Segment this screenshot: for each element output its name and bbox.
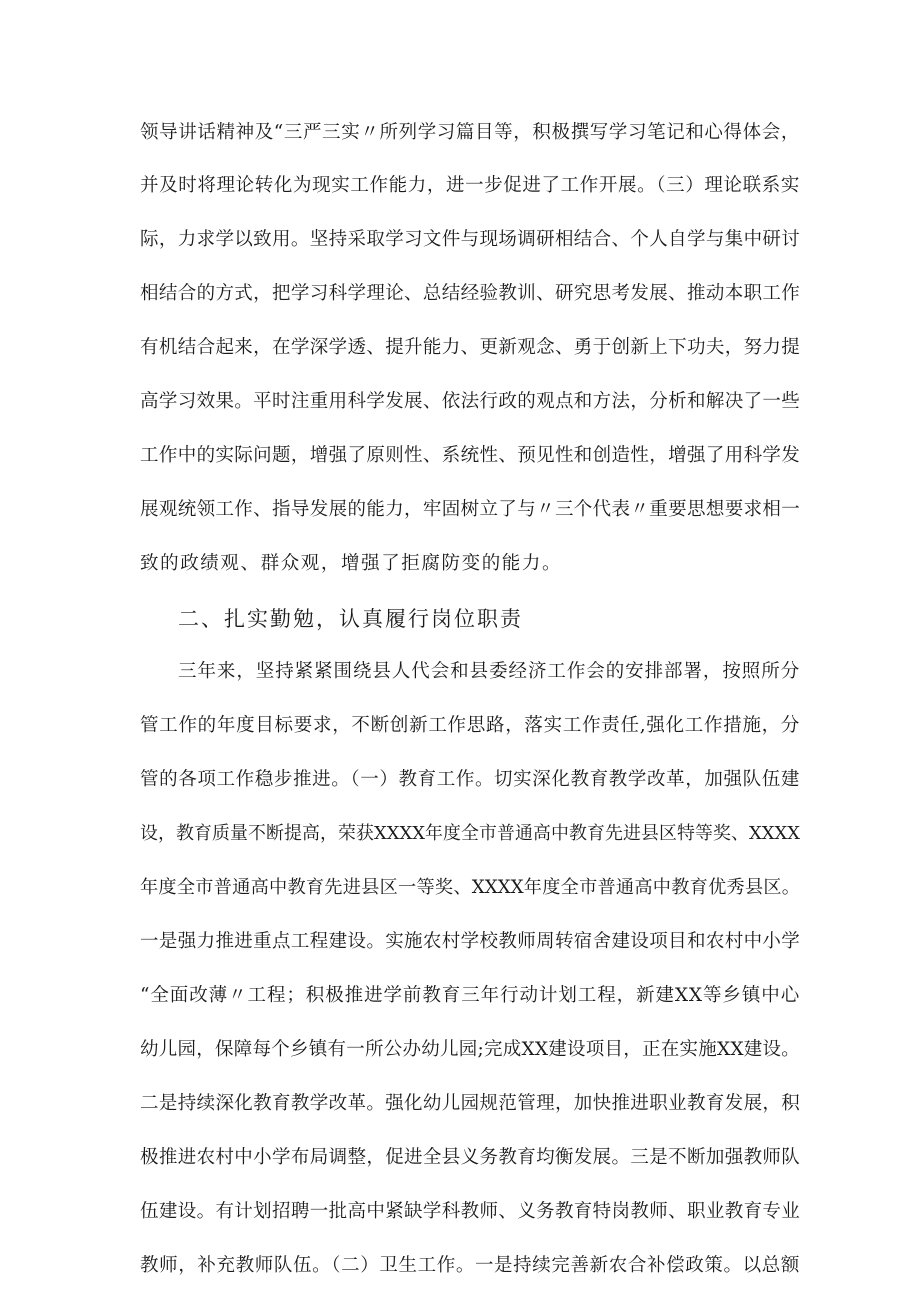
paragraph-2-line-12: 教师，补充教师队伍。（二）卫生工作。一是持续完善新农合补偿政策。以总额 xyxy=(140,1255,800,1276)
paragraph-2-line-5: 年度全市普通高中教育先进县区一等奖、XXXX年度全市普通高中教育优秀县区。 xyxy=(140,877,800,898)
section-heading: 二、扎实勤勉，认真履行岗位职责 xyxy=(178,607,523,631)
paragraph-1-line-3: 际，力求学以致用。坚持采取学习文件与现场调研相结合、个人自学与集中研讨 xyxy=(140,229,800,250)
paragraph-2-line-7: “全面改薄〃工程；积极推进学前教育三年行动计划工程，新建XX等乡镇中心 xyxy=(140,985,800,1006)
paragraph-2-line-8: 幼儿园，保障每个乡镇有一所公办幼儿园;完成XX建设项目，正在实施XX建设。 xyxy=(140,1039,800,1060)
paragraph-1-line-1: 领导讲话精神及“三严三实〃所列学习篇目等，积极撰写学习笔记和心得体会， xyxy=(140,122,800,143)
paragraph-1-line-9: 致的政绩观、群众观，增强了拒腐防变的能力。 xyxy=(140,553,563,574)
paragraph-2-line-2: 管工作的年度目标要求，不断创新工作思路，落实工作责任,强化工作措施，分 xyxy=(140,715,800,736)
paragraph-1-line-4: 相结合的方式，把学习科学理论、总结经验教训、研究思考发展、推动本职工作 xyxy=(140,283,800,304)
paragraph-1-line-8: 展观统领工作、指导发展的能力，牢固树立了与〃三个代表〃重要思想要求相一 xyxy=(140,499,800,520)
paragraph-1-line-7: 工作中的实际问题，增强了原则性、系统性、预见性和创造性，增强了用科学发 xyxy=(140,445,800,466)
paragraph-2-line-4: 设，教育质量不断提高，荣获XXXX年度全市普通高中教育先进县区特等奖、XXXX xyxy=(140,823,800,844)
paragraph-2-line-10: 极推进农村中小学布局调整，促进全县义务教育均衡发展。三是不断加强教师队 xyxy=(140,1147,800,1168)
paragraph-1-line-5: 有机结合起来，在学深学透、提升能力、更新观念、勇于创新上下功夫，努力提 xyxy=(140,337,800,358)
paragraph-2-line-9: 二是持续深化教育教学改革。强化幼儿园规范管理，加快推进职业教育发展，积 xyxy=(140,1093,800,1114)
paragraph-2-line-3: 管的各项工作稳步推进。（一）教育工作。切实深化教育教学改革，加强队伍建 xyxy=(140,769,800,790)
paragraph-1-line-2: 并及时将理论转化为现实工作能力，进一步促进了工作开展。（三）理论联系实 xyxy=(140,175,800,196)
paragraph-2-line-11: 伍建设。有计划招聘一批高中紧缺学科教师、义务教育特岗教师、职业教育专业 xyxy=(140,1201,800,1222)
paragraph-2-line-1: 三年来，坚持紧紧围绕县人代会和县委经济工作会的安排部署，按照所分 xyxy=(178,661,800,682)
paragraph-1-line-6: 高学习效果。平时注重用科学发展、依法行政的观点和方法，分析和解决了一些 xyxy=(140,391,800,412)
paragraph-2-line-6: 一是强力推进重点工程建设。实施农村学校教师周转宿舍建设项目和农村中小学 xyxy=(140,931,800,952)
